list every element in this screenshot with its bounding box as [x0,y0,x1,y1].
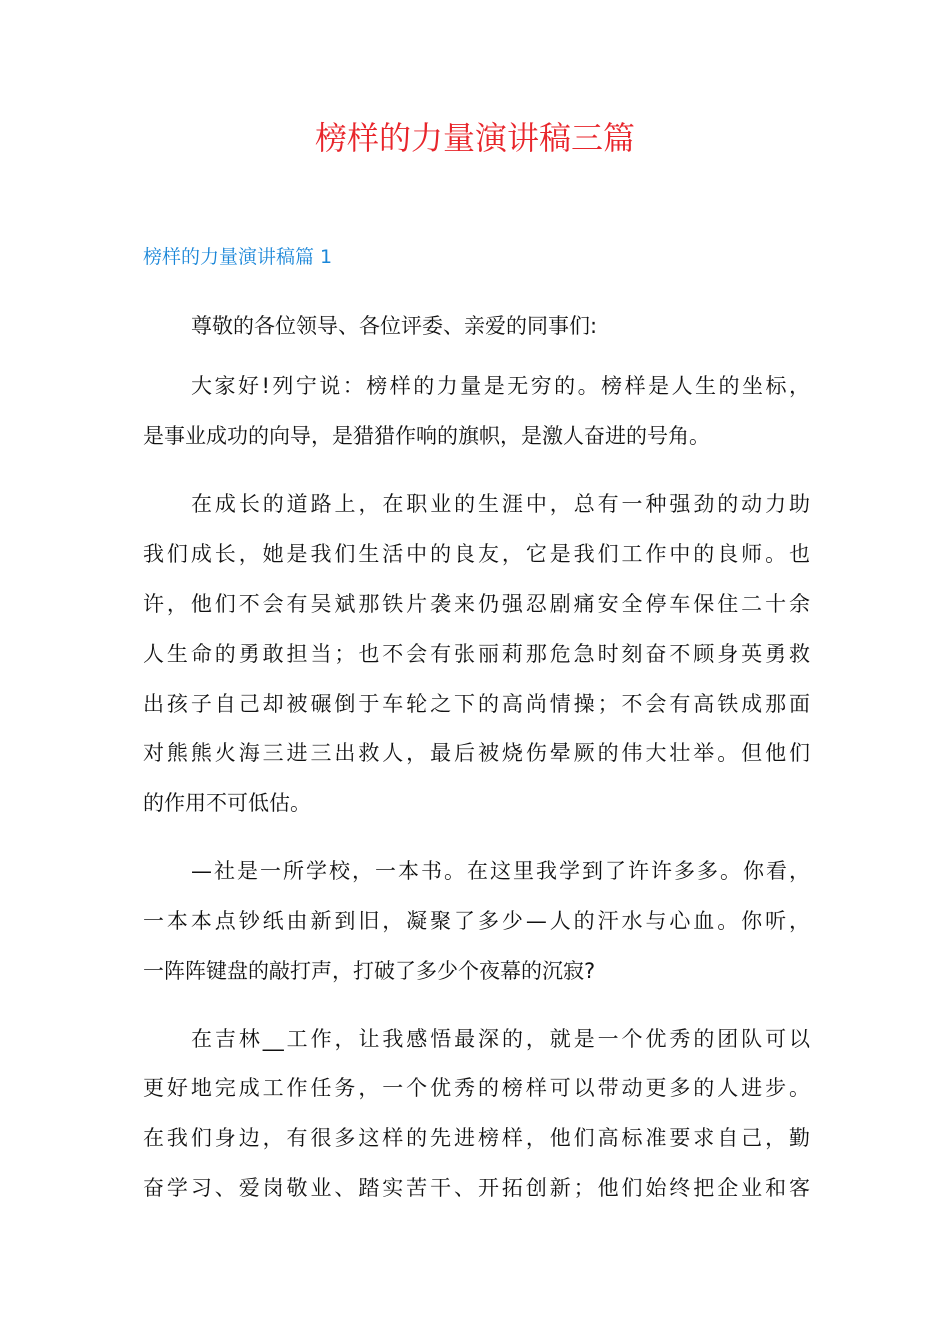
paragraph-line: 人生命的勇敢担当；也不会有张丽莉那危急时刻奋不顾身英勇救 [143,642,810,666]
section-heading: 榜样的力量演讲稿篇 1 [143,246,333,268]
paragraph-line: 尊敬的各位领导、各位评委、亲爱的同事们: [191,314,598,338]
paragraph-line: 的作用不可低估。 [143,791,311,815]
paragraph-line: 大家好!列宁说：榜样的力量是无穷的。榜样是人生的坐标， [191,374,810,398]
paragraph-line: 奋学习、爱岗敬业、踏实苦干、开拓创新；他们始终把企业和客 [143,1176,810,1200]
paragraph-line: 我们成长，她是我们生活中的良友，它是我们工作中的良师。也 [143,542,810,566]
paragraph-line: 许，他们不会有吴斌那铁片袭来仍强忍剧痛安全停车保住二十余 [143,592,810,616]
paragraph-line: 在成长的道路上，在职业的生涯中，总有一种强劲的动力助 [191,492,810,516]
paragraph-line: 出孩子自己却被碾倒于车轮之下的高尚情操；不会有高铁成那面 [143,692,810,716]
paragraph-line: 更好地完成工作任务，一个优秀的榜样可以带动更多的人进步。 [143,1076,810,1100]
document-title: 榜样的力量演讲稿三篇 [314,119,635,157]
paragraph-line: —社是一所学校，一本书。在这里我学到了许许多多。你看， [191,859,810,883]
paragraph-line: 在吉林__工作，让我感悟最深的，就是一个优秀的团队可以 [191,1027,810,1051]
paragraph-line: 一阵阵键盘的敲打声，打破了多少个夜幕的沉寂? [143,959,596,983]
paragraph-line: 对熊熊火海三进三出救人，最后被烧伤晕厥的伟大壮举。但他们 [143,741,810,765]
paragraph-line: 一本本点钞纸由新到旧，凝聚了多少—人的汗水与心血。你听， [143,909,810,933]
paragraph-line: 是事业成功的向导，是猎猎作响的旗帜，是激人奋进的号角。 [143,424,710,448]
paragraph-line: 在我们身边，有很多这样的先进榜样，他们高标准要求自己，勤 [143,1126,810,1150]
